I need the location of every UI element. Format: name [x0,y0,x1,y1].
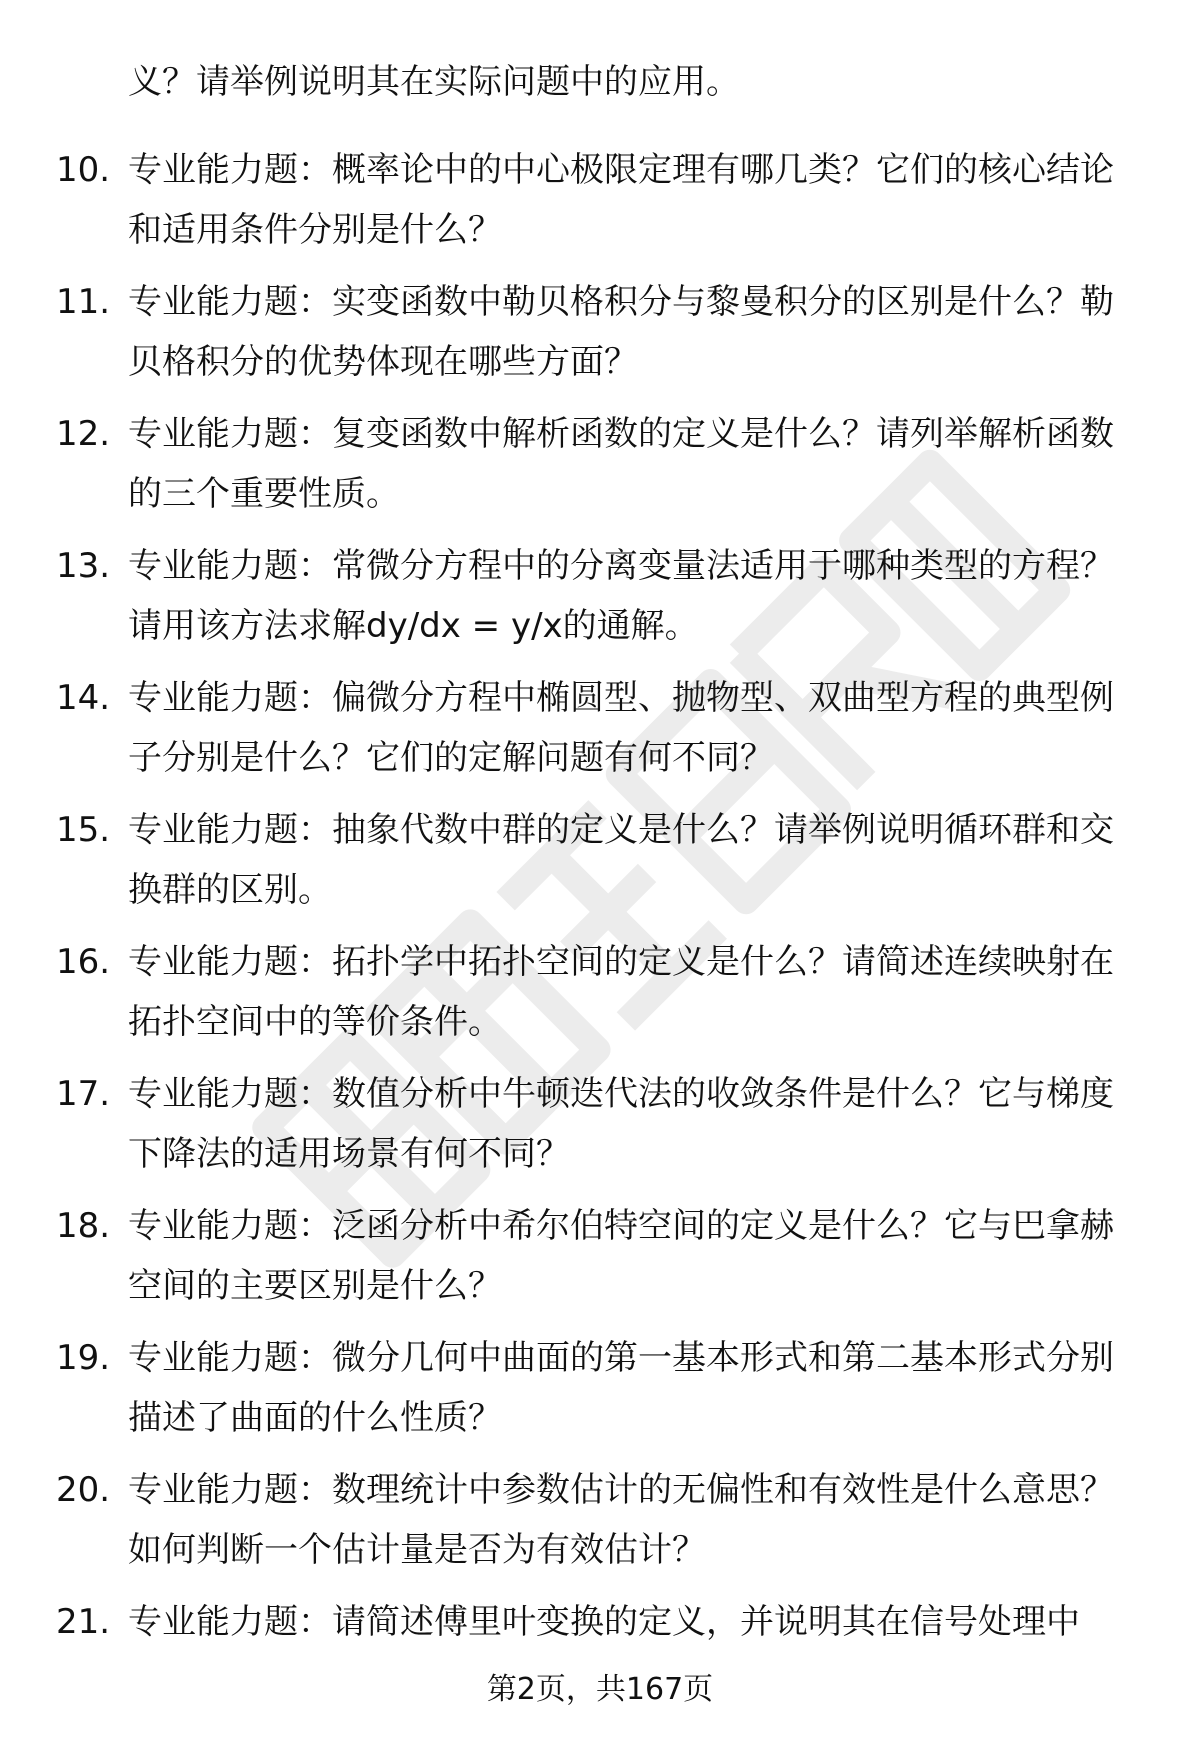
question-text: 专业能力题：数值分析中牛顿迭代法的收敛条件是什么？它与梯度下降法的适用场景有何不同？ [128,1074,1114,1174]
list-item [0,1460,1200,1592]
list-item [0,536,1200,668]
question-number: 14. [56,678,111,718]
list-item [0,140,1200,272]
question-text: 专业能力题：微分几何中曲面的第一基本形式和第二基本形式分别描述了曲面的什么性质？ [128,1338,1114,1438]
question-text: 专业能力题：概率论中的中心极限定理有哪几类？它们的核心结论和适用条件分别是什么？ [128,150,1114,250]
question-number: 17. [56,1074,111,1114]
question-text: 专业能力题：泛函分析中希尔伯特空间的定义是什么？它与巴拿赫空间的主要区别是什么？ [128,1206,1114,1306]
list-item [0,1064,1200,1196]
list-item [0,1328,1200,1460]
list-item [0,1196,1200,1328]
question-text: 专业能力题：偏微分方程中椭圆型、抛物型、双曲型方程的典型例子分别是什么？它们的定解问题有何不同？ [128,678,1114,778]
question-number: 16. [56,942,111,982]
question-text: 专业能力题：拓扑学中拓扑空间的定义是什么？请简述连续映射在拓扑空间中的等价条件。 [128,942,1114,1042]
question-text: 专业能力题：数理统计中参数估计的无偏性和有效性是什么意思？如何判断一个估计量是否为有效估计？ [128,1470,1114,1570]
question-text: 专业能力题：常微分方程中的分离变量法适用于哪种类型的方程？请用该方法求解dy/dx = y/x的通解。 [128,546,1114,646]
question-number: 20. [56,1470,111,1510]
list-item [0,668,1200,800]
question-number: 13. [56,546,111,586]
question-number: 15. [56,810,111,850]
continued-question-text: 义？请举例说明其在实际问题中的应用。 [128,62,740,102]
question-list [0,140,1200,1724]
question-text: 专业能力题：请简述傅里叶变换的定义，并说明其在信号处理中 [128,1602,1080,1642]
question-number: 10. [56,150,111,190]
question-number: 19. [56,1338,111,1378]
list-item [0,800,1200,932]
question-number: 18. [56,1206,111,1246]
question-number: 12. [56,414,111,454]
list-item [0,272,1200,404]
question-text: 专业能力题：抽象代数中群的定义是什么？请举例说明循环群和交换群的区别。 [128,810,1114,910]
list-item [0,932,1200,1064]
question-text: 专业能力题：实变函数中勒贝格积分与黎曼积分的区别是什么？勒贝格积分的优势体现在哪些方面？ [128,282,1114,382]
page-number-footer: 第2页，共167页 [486,1672,714,1707]
question-number: 21. [56,1602,111,1642]
question-number: 11. [56,282,111,322]
list-item [0,404,1200,536]
question-text: 专业能力题：复变函数中解析函数的定义是什么？请列举解析函数的三个重要性质。 [128,414,1114,514]
